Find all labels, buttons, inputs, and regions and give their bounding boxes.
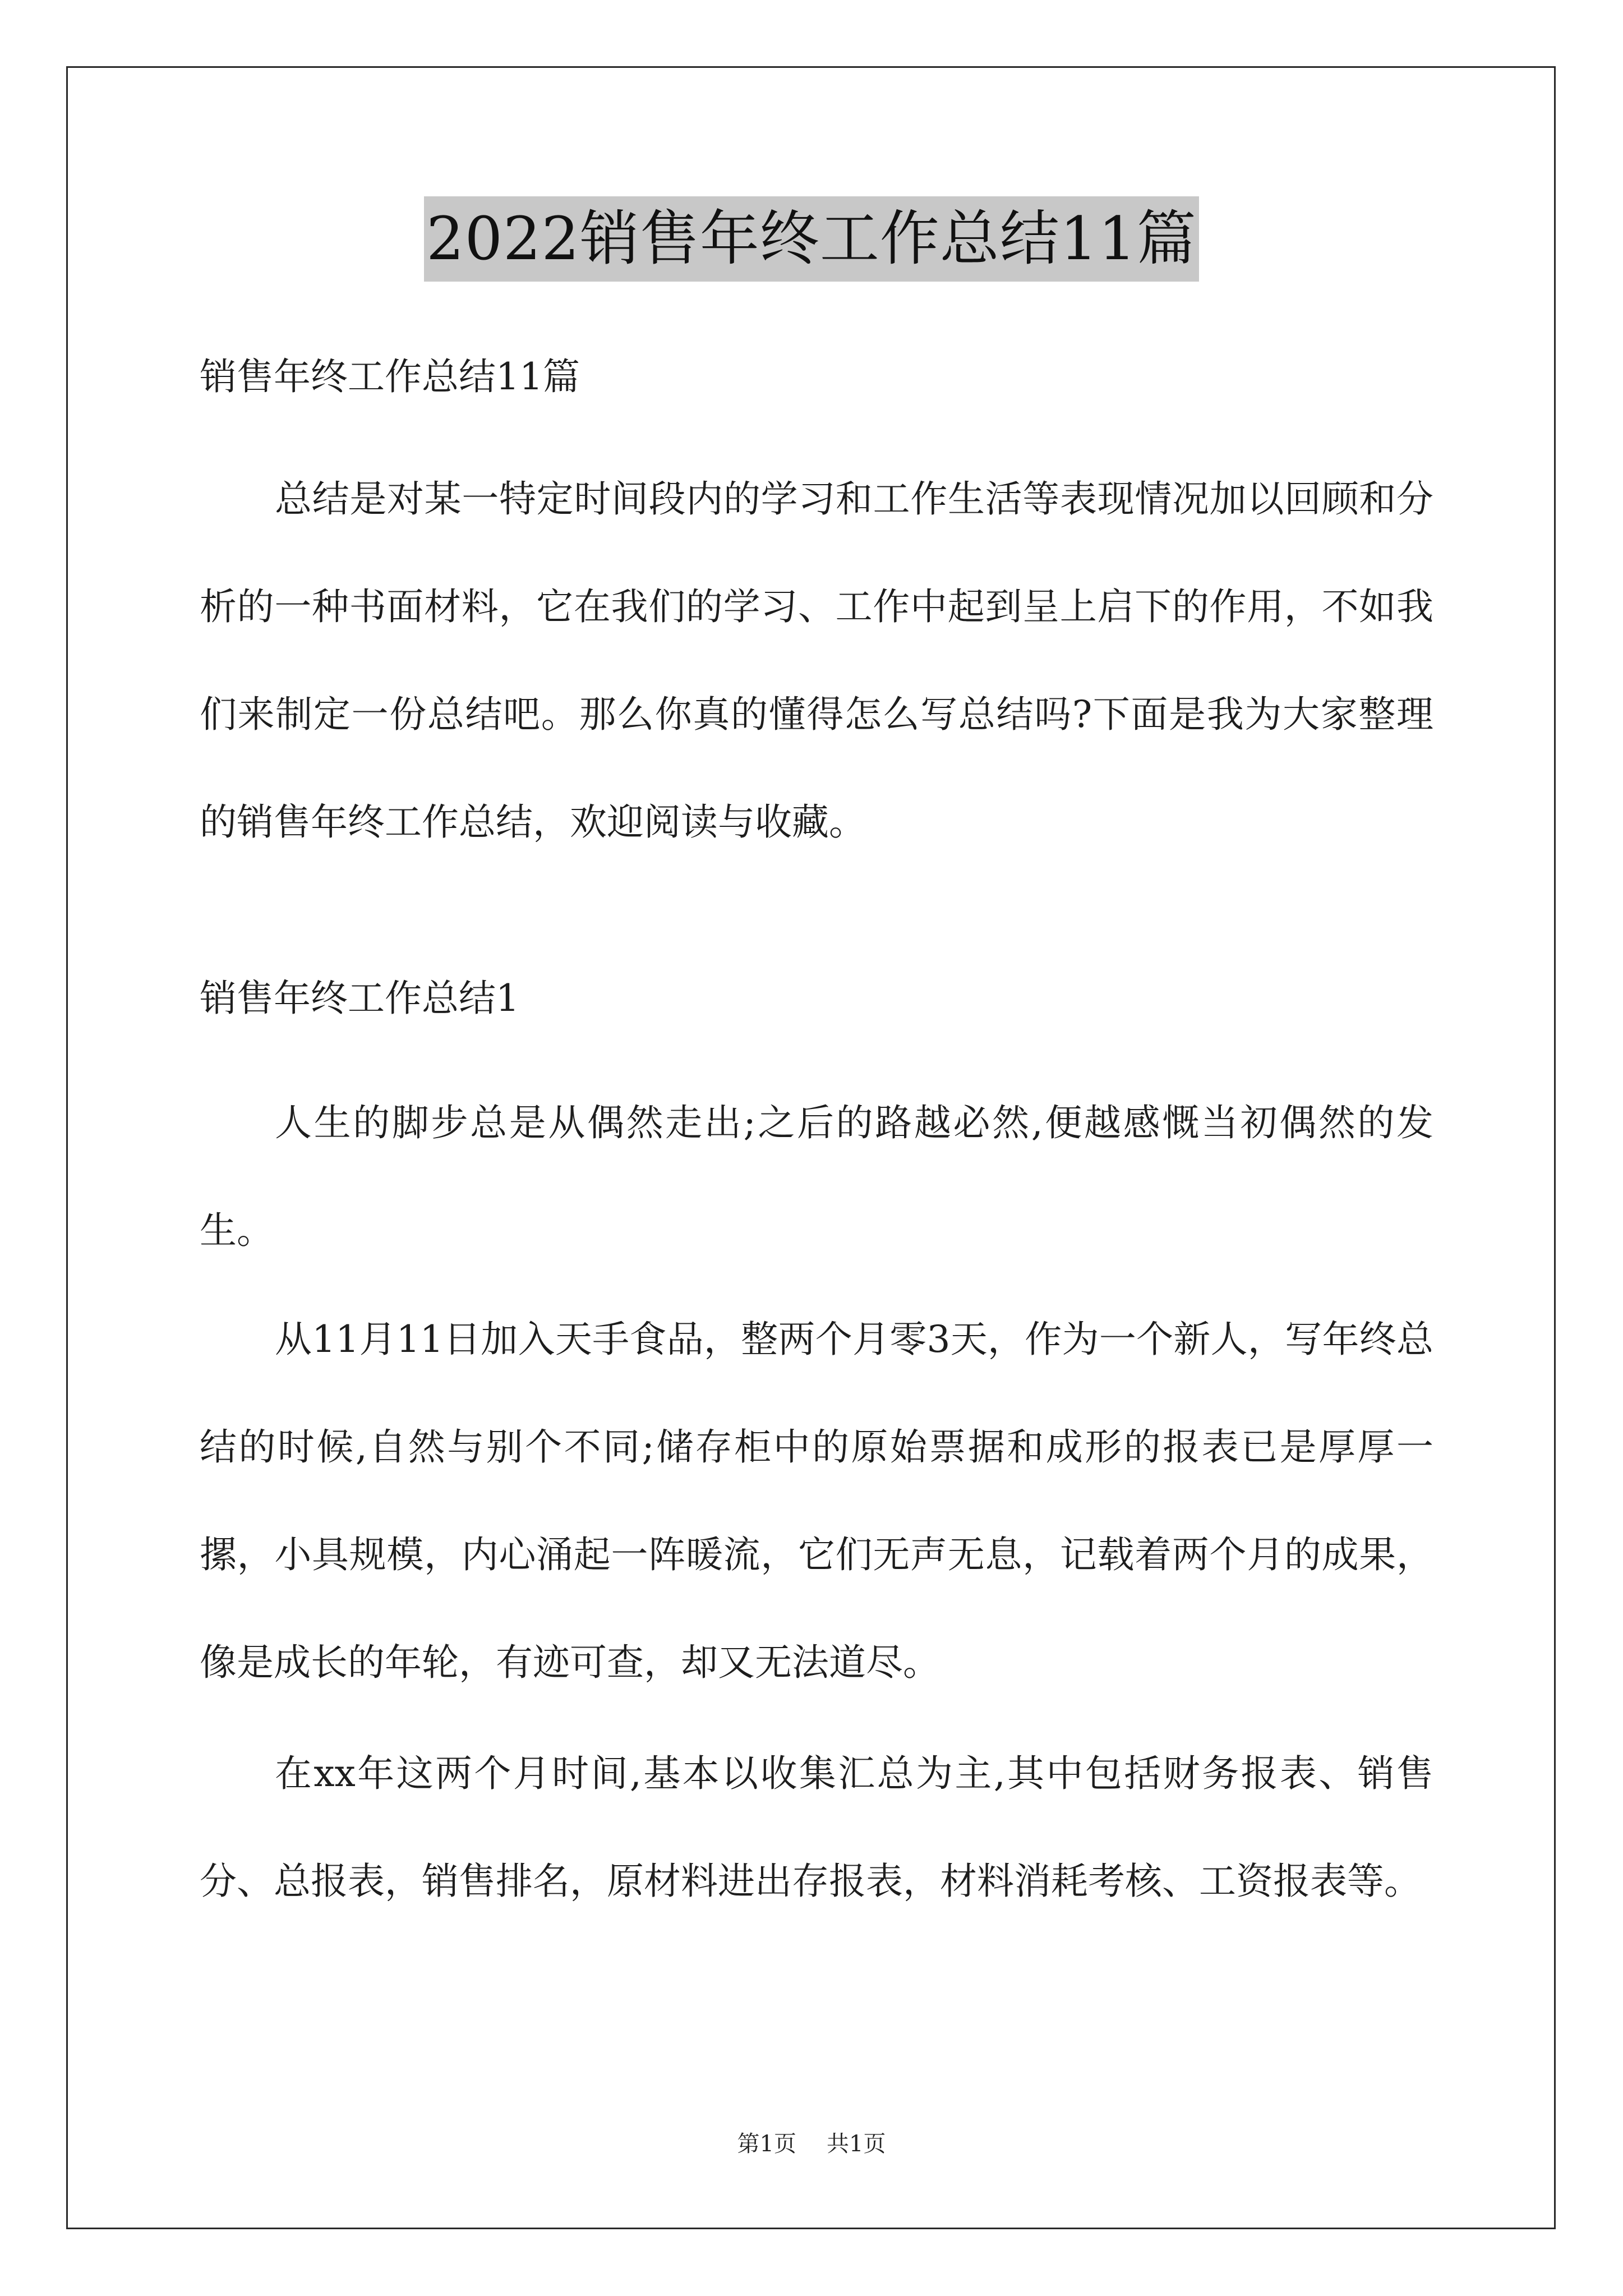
title-container xyxy=(0,196,1623,282)
page-number-current: 第1页 xyxy=(737,2131,796,2157)
intro-paragraph: 总结是对某一特定时间段内的学习和工作生活等表现情况加以回顾和分析的一种书面材料，它在我们的学习、工作中起到呈上启下的作用，不如我们来制定一份总结吧。那么你真的懂得怎么写总结吗?下面是我为大家整理的销售年终工作总结，欢迎阅读与收藏。 xyxy=(200,477,1433,844)
document-subtitle: 销售年终工作总结11篇 xyxy=(200,355,580,398)
page-footer xyxy=(0,2126,1623,2158)
body-paragraph-1: 人生的脚步总是从偶然走出;之后的路越必然,便越感慨当初偶然的发生。 xyxy=(200,1101,1433,1252)
page-number-total: 共1页 xyxy=(827,2131,886,2157)
section-heading: 销售年终工作总结1 xyxy=(200,977,519,1020)
body-paragraph-2: 从11月11日加入天手食品，整两个月零3天，作为一个新人，写年终总结的时候,自然与别个不同;储存柜中的原始票据和成形的报表已是厚厚一摞，小具规模，内心涌起一阵暖流，它们无声无息，记载着两个月的成果，像是成长的年轮，有迹可查，却又无法道尽。 xyxy=(200,1318,1433,1684)
document-title: 2022销售年终工作总结11篇 xyxy=(424,196,1199,282)
body-paragraph-3: 在xx年这两个月时间,基本以收集汇总为主,其中包括财务报表、销售分、总报表，销售排名，原材料进出存报表，材料消耗考核、工资报表等。 xyxy=(200,1752,1433,1903)
